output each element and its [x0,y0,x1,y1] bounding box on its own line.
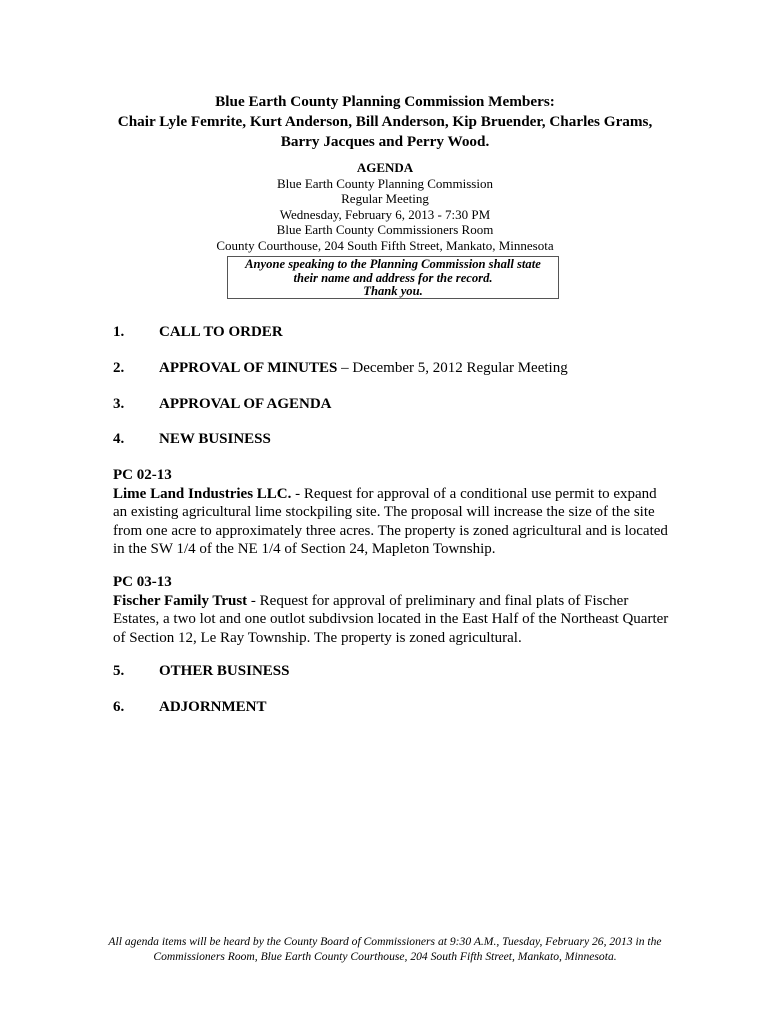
item-number: 2. [113,360,125,376]
notice-line-2: their name and address for the record. [293,270,493,285]
case-applicant: Lime Land Industries LLC. [113,485,292,502]
agenda-title: AGENDA [356,160,414,175]
members-line-2: Chair Lyle Femrite, Kurt Anderson, Bill Anderson, Kip Bruender, Charles Grams, [117,113,653,130]
item-number: 1. [113,324,125,340]
item-label: OTHER BUSINESS [159,663,290,679]
item-number: 3. [113,396,125,412]
members-line-1: Blue Earth County Planning Commission Members: [215,93,555,110]
county-board-footnote: All agenda items will be heard by the County Board of Commissioners at 9:30 A.M., Tuesday, February 26, 2013 in the Commissioners Room, Blue Earth County Courthouse, 204 South Fifth Street, Mankato, Minnesota. [108,935,662,963]
notice-line-3: Thank you. [363,284,423,299]
item-label: CALL TO ORDER [159,324,283,340]
commission-members-heading [90,92,680,152]
agenda-item-call-to-order [113,323,283,341]
agenda-header [150,160,620,253]
agenda-item-new-business [113,430,271,448]
agenda-item-adjournment [113,698,267,716]
case-id: PC 03-13 [113,574,172,590]
item-label: APPROVAL OF MINUTES [159,360,338,376]
agenda-room: Blue Earth County Commissioners Room [276,222,494,237]
item-label: APPROVAL OF AGENDA [159,396,332,412]
case-description: - Request for approval of preliminary and final plats of Fischer Estates, a two lot and one outlot subdivsion located in the East Half of the Northeast Quarter of Section 12, Le Ray Township. The property is zoned agricultural. [113,592,669,646]
agenda-item-other-business [113,662,289,680]
speaker-notice-box [227,256,559,299]
notice-line-1: Anyone speaking to the Planning Commission shall state [245,257,541,271]
case-pc-03-13 [113,573,673,647]
agenda-location: County Courthouse, 204 South Fifth Street, Mankato, Minnesota [216,237,554,253]
item-number: 5. [113,663,125,679]
item-detail: – December 5, 2012 Regular Meeting [337,360,568,376]
agenda-item-approval-of-minutes [113,359,568,377]
agenda-meeting-type: Regular Meeting [341,191,429,206]
case-pc-02-13 [113,466,673,559]
members-line-3: Barry Jacques and Perry Wood. [280,133,490,150]
agenda-datetime: Wednesday, February 6, 2013 - 7:30 PM [279,206,491,222]
item-label: ADJORNMENT [159,699,267,715]
case-description: - Request for approval of a conditional use permit to expand an existing agricultural lime stockpiling site. The proposal will increase the size of the site from one acre to approximately three acres. The property is zoned agricultural and is located in the SW 1/4 of the NE 1/4 of Section 24, Mapleton Township. [113,485,668,557]
case-applicant: Fischer Family Trust [113,592,248,609]
agenda-item-approval-of-agenda [113,395,332,413]
item-number: 4. [113,431,125,447]
agenda-body-name: Blue Earth County Planning Commission [277,175,493,191]
item-label: NEW BUSINESS [159,431,271,447]
case-id: PC 02-13 [113,467,172,483]
item-number: 6. [113,699,125,715]
